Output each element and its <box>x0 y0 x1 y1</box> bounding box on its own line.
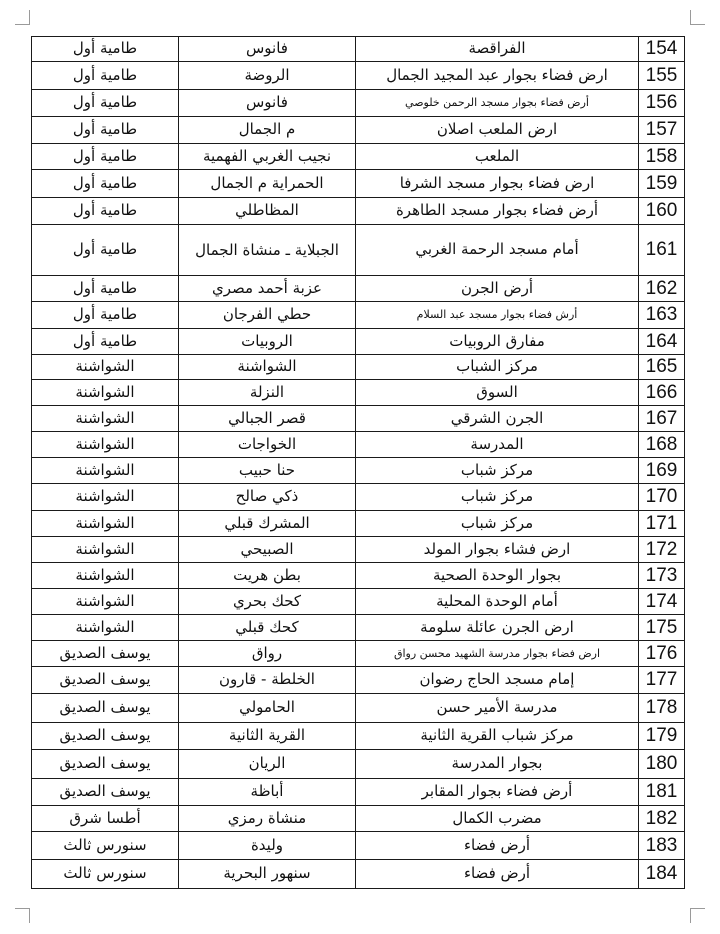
table-row <box>32 117 685 144</box>
table-row <box>32 458 685 484</box>
unit-cell: طامية أول <box>32 225 179 276</box>
location-cell: أرض الجرن <box>356 276 639 302</box>
table-row <box>32 723 685 750</box>
village-cell: م الجمال <box>179 117 356 144</box>
village-cell: المظاطلي <box>179 198 356 225</box>
location-cell: ارض فضاء بجوار عبد المجيد الجمال <box>356 62 639 90</box>
village-cell: القرية الثانية <box>179 723 356 750</box>
row-number: 175 <box>639 615 685 641</box>
unit-cell: يوسف الصديق <box>32 641 179 667</box>
table-row <box>32 641 685 667</box>
table-row <box>32 537 685 563</box>
row-number: 171 <box>639 511 685 537</box>
unit-cell: طامية أول <box>32 276 179 302</box>
row-number: 156 <box>639 90 685 117</box>
location-cell: مركز شباب القرية الثانية <box>356 723 639 750</box>
location-cell: مركز شباب <box>356 484 639 511</box>
unit-cell: طامية أول <box>32 170 179 198</box>
unit-cell: طامية أول <box>32 37 179 62</box>
location-cell: السوق <box>356 380 639 406</box>
village-cell: الحامولي <box>179 694 356 723</box>
crop-mark-top-left <box>15 10 30 25</box>
row-number: 179 <box>639 723 685 750</box>
table-row <box>32 511 685 537</box>
row-number: 177 <box>639 667 685 694</box>
location-cell: أرض فضاء <box>356 860 639 889</box>
location-cell: مضرب الكمال <box>356 806 639 832</box>
row-number: 173 <box>639 563 685 589</box>
row-number: 180 <box>639 750 685 779</box>
location-cell: ارض الملعب اصلان <box>356 117 639 144</box>
village-cell: الخلطة - قارون <box>179 667 356 694</box>
unit-cell: الشواشنة <box>32 406 179 432</box>
village-cell: الخواجات <box>179 432 356 458</box>
unit-cell: الشواشنة <box>32 484 179 511</box>
row-number: 176 <box>639 641 685 667</box>
village-cell: الشواشنة <box>179 355 356 380</box>
unit-cell: الشواشنة <box>32 537 179 563</box>
unit-cell: الشواشنة <box>32 432 179 458</box>
row-number: 163 <box>639 302 685 329</box>
village-cell: قصر الجبالي <box>179 406 356 432</box>
location-cell: مفارق الروبيات <box>356 329 639 355</box>
table-row <box>32 432 685 458</box>
village-cell: وليدة <box>179 832 356 860</box>
location-cell: أرض فضاء بجوار مسجد الطاهرة <box>356 198 639 225</box>
locations-table-body <box>32 37 685 889</box>
location-cell: أمام مسجد الرحمة الغربي <box>356 225 639 276</box>
table-row <box>32 406 685 432</box>
village-cell: بطن هريت <box>179 563 356 589</box>
table-row <box>32 355 685 380</box>
location-cell: أرض فضاء <box>356 832 639 860</box>
village-cell: رواق <box>179 641 356 667</box>
table-row <box>32 484 685 511</box>
unit-cell: طامية أول <box>32 198 179 225</box>
row-number: 172 <box>639 537 685 563</box>
unit-cell: سنورس ثالث <box>32 832 179 860</box>
row-number: 161 <box>639 225 685 276</box>
table-row <box>32 37 685 62</box>
table-row <box>32 302 685 329</box>
table-row <box>32 144 685 170</box>
location-cell: الملعب <box>356 144 639 170</box>
village-cell: ذكي صالح <box>179 484 356 511</box>
crop-mark-bottom-left <box>15 908 30 923</box>
table-row <box>32 276 685 302</box>
village-cell: الروضة <box>179 62 356 90</box>
crop-mark-top-right <box>690 10 705 25</box>
table-row <box>32 329 685 355</box>
location-cell: بجوار الوحدة الصحية <box>356 563 639 589</box>
village-cell: المشرك قبلي <box>179 511 356 537</box>
unit-cell: الشواشنة <box>32 511 179 537</box>
location-cell: أمام الوحدة المحلية <box>356 589 639 615</box>
village-cell: سنهور البحرية <box>179 860 356 889</box>
location-cell: ارض فشاء بجوار المولد <box>356 537 639 563</box>
village-cell: كحك بحري <box>179 589 356 615</box>
row-number: 169 <box>639 458 685 484</box>
location-cell: الجرن الشرقي <box>356 406 639 432</box>
locations-table <box>31 36 685 889</box>
village-cell: نجيب الغربي الفهمية <box>179 144 356 170</box>
unit-cell: يوسف الصديق <box>32 723 179 750</box>
location-cell: أرض فضاء بجوار مسجد الرحمن خلوصي <box>356 90 639 117</box>
unit-cell: الشواشنة <box>32 380 179 406</box>
location-cell: مركز شباب <box>356 458 639 484</box>
row-number: 170 <box>639 484 685 511</box>
unit-cell: سنورس ثالث <box>32 860 179 889</box>
row-number: 166 <box>639 380 685 406</box>
unit-cell: طامية أول <box>32 62 179 90</box>
row-number: 183 <box>639 832 685 860</box>
row-number: 159 <box>639 170 685 198</box>
row-number: 164 <box>639 329 685 355</box>
table-row <box>32 750 685 779</box>
location-cell: ارض فضاء بجوار مسجد الشرفا <box>356 170 639 198</box>
unit-cell: طامية أول <box>32 329 179 355</box>
unit-cell: أطسا شرق <box>32 806 179 832</box>
table-row <box>32 694 685 723</box>
village-cell: منشاة رمزي <box>179 806 356 832</box>
unit-cell: طامية أول <box>32 117 179 144</box>
village-cell: كحك قبلي <box>179 615 356 641</box>
unit-cell: الشواشنة <box>32 615 179 641</box>
location-cell: مركز الشباب <box>356 355 639 380</box>
location-cell: المدرسة <box>356 432 639 458</box>
row-number: 184 <box>639 860 685 889</box>
row-number: 155 <box>639 62 685 90</box>
unit-cell: طامية أول <box>32 144 179 170</box>
table-row <box>32 667 685 694</box>
location-cell: مدرسة الأمير حسن <box>356 694 639 723</box>
unit-cell: الشواشنة <box>32 563 179 589</box>
row-number: 154 <box>639 37 685 62</box>
row-number: 178 <box>639 694 685 723</box>
location-cell: إمام مسجد الحاج رضوان <box>356 667 639 694</box>
unit-cell: يوسف الصديق <box>32 779 179 806</box>
location-cell: ارض الجرن عائلة سلومة <box>356 615 639 641</box>
row-number: 168 <box>639 432 685 458</box>
location-cell: أرض فضاء بجوار المقابر <box>356 779 639 806</box>
location-cell: الفراقصة <box>356 37 639 62</box>
table-row <box>32 225 685 276</box>
village-cell: حنا حبيب <box>179 458 356 484</box>
row-number: 158 <box>639 144 685 170</box>
table-row <box>32 563 685 589</box>
unit-cell: يوسف الصديق <box>32 750 179 779</box>
unit-cell: الشواشنة <box>32 589 179 615</box>
location-cell: أرش فضاء بجوار مسجد عبد السلام <box>356 302 639 329</box>
village-cell: الصبيحي <box>179 537 356 563</box>
village-cell: الحمراية م الجمال <box>179 170 356 198</box>
village-cell: الريان <box>179 750 356 779</box>
row-number: 182 <box>639 806 685 832</box>
row-number: 165 <box>639 355 685 380</box>
village-cell: فانوس <box>179 90 356 117</box>
village-cell: الروبيات <box>179 329 356 355</box>
row-number: 160 <box>639 198 685 225</box>
location-cell: ارض فضاء بجوار مدرسة الشهيد محسن رواق <box>356 641 639 667</box>
row-number: 167 <box>639 406 685 432</box>
table-row <box>32 615 685 641</box>
village-cell: عزبة أحمد مصري <box>179 276 356 302</box>
unit-cell: يوسف الصديق <box>32 667 179 694</box>
row-number: 157 <box>639 117 685 144</box>
table-row <box>32 170 685 198</box>
unit-cell: يوسف الصديق <box>32 694 179 723</box>
table-row <box>32 860 685 889</box>
unit-cell: الشواشنة <box>32 458 179 484</box>
village-cell: حطي الفرجان <box>179 302 356 329</box>
village-cell: فانوس <box>179 37 356 62</box>
village-cell: أباظة <box>179 779 356 806</box>
crop-mark-bottom-right <box>690 908 705 923</box>
table-row <box>32 806 685 832</box>
table-row <box>32 832 685 860</box>
table-row <box>32 779 685 806</box>
row-number: 162 <box>639 276 685 302</box>
location-cell: مركز شباب <box>356 511 639 537</box>
unit-cell: الشواشنة <box>32 355 179 380</box>
table-row <box>32 198 685 225</box>
unit-cell: طامية أول <box>32 302 179 329</box>
table-row <box>32 589 685 615</box>
table-row <box>32 90 685 117</box>
location-cell: بجوار المدرسة <box>356 750 639 779</box>
row-number: 174 <box>639 589 685 615</box>
row-number: 181 <box>639 779 685 806</box>
table-row <box>32 62 685 90</box>
table-row <box>32 380 685 406</box>
village-cell: النزلة <box>179 380 356 406</box>
unit-cell: طامية أول <box>32 90 179 117</box>
village-cell: الجبلاية ـ منشاة الجمال <box>179 225 356 276</box>
